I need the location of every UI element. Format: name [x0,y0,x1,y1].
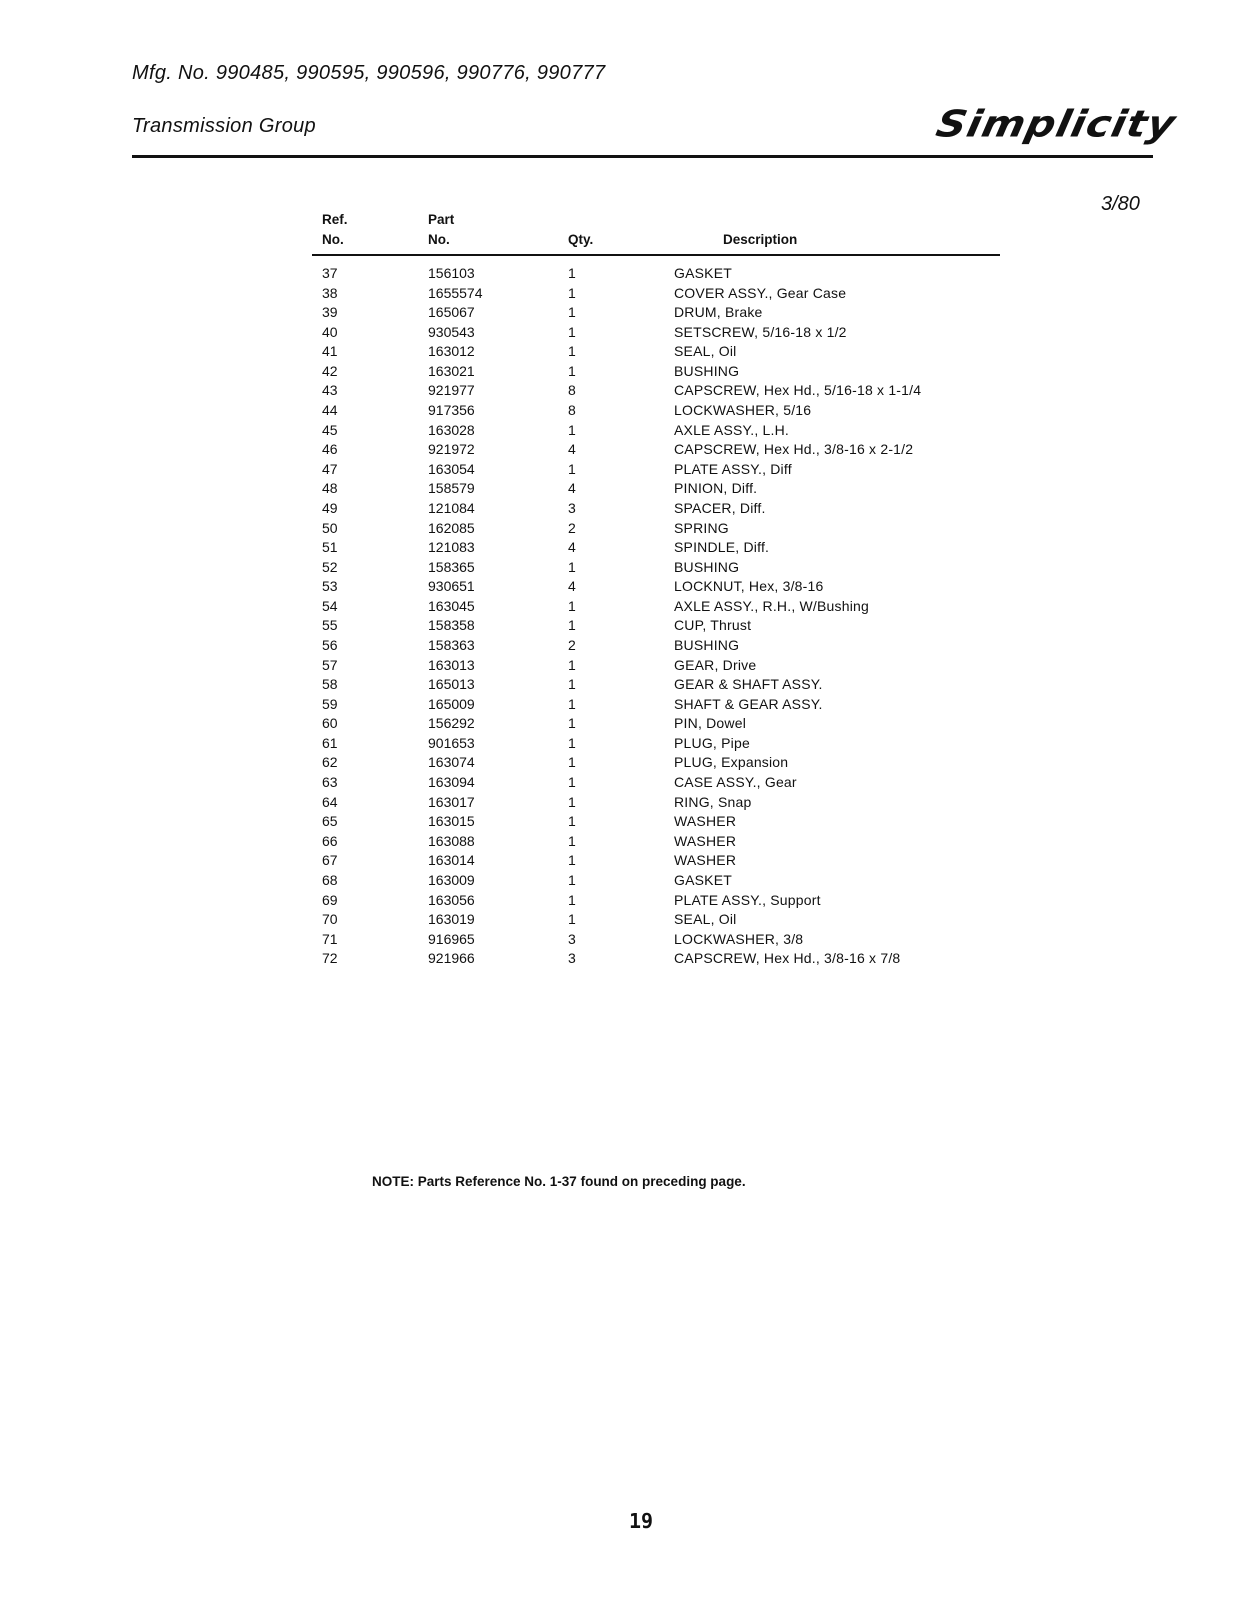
cell-description: GASKET [674,871,732,888]
cell-ref-no: 43 [322,382,338,399]
cell-ref-no: 38 [322,284,338,301]
cell-qty: 1 [568,323,576,340]
cell-description: DRUM, Brake [674,304,763,321]
cell-part-no: 921977 [428,382,475,399]
cell-description: COVER ASSY., Gear Case [674,284,847,301]
cell-part-no: 158363 [428,636,475,653]
cell-qty: 1 [568,813,576,830]
cell-ref-no: 54 [322,597,338,614]
table-row [312,832,1012,852]
cell-ref-no: 66 [322,832,338,849]
cell-part-no: 158358 [428,617,475,634]
cell-ref-no: 46 [322,441,338,458]
cell-description: SPACER, Diff. [674,499,766,516]
cell-description: BUSHING [674,362,740,379]
cell-qty: 1 [568,715,576,732]
table-row [312,558,1012,578]
cell-part-no: 158579 [428,480,475,497]
table-row [312,616,1012,636]
cell-ref-no: 42 [322,362,338,379]
col-header-part-line1: Part [428,212,455,227]
cell-part-no: 921966 [428,950,475,967]
cell-description: PLATE ASSY., Diff [674,460,792,477]
cell-description: PLUG, Expansion [674,754,789,771]
table-row [312,734,1012,754]
cell-part-no: 163017 [428,793,475,810]
cell-qty: 1 [568,734,576,751]
cell-description: AXLE ASSY., R.H., W/Bushing [674,597,870,614]
table-row [312,714,1012,734]
cell-ref-no: 47 [322,460,338,477]
cell-ref-no: 57 [322,656,338,673]
table-row [312,891,1012,911]
cell-description: WASHER [674,813,737,830]
table-row [312,675,1012,695]
table-row [312,440,1012,460]
cell-description: RING, Snap [674,793,752,810]
cell-part-no: 1655574 [428,284,483,301]
cell-qty: 1 [568,265,576,281]
table-row [312,793,1012,813]
cell-description: SETSCREW, 5/16-18 x 1/2 [674,323,847,340]
cell-part-no: 163021 [428,362,475,379]
col-header-part-line2: No. [428,232,450,247]
cell-part-no: 158365 [428,558,475,575]
cell-description: SHAFT & GEAR ASSY. [674,695,823,712]
cell-part-no: 921972 [428,441,475,458]
table-row [312,401,1012,421]
cell-qty: 1 [568,754,576,771]
table-row [312,460,1012,480]
mfg-numbers: Mfg. No. 990485, 990595, 990596, 990776, 990777 [132,62,606,84]
table-row [312,597,1012,617]
cell-qty: 1 [568,852,576,869]
cell-qty: 1 [568,871,576,888]
cell-description: SEAL, Oil [674,911,737,928]
cell-description: PLUG, Pipe [674,734,750,751]
cell-description: CAPSCREW, Hex Hd., 3/8-16 x 7/8 [674,950,901,967]
cell-description: GEAR, Drive [674,656,757,673]
cell-description: CUP, Thrust [674,617,752,634]
table-row [312,499,1012,519]
cell-qty: 1 [568,695,576,712]
cell-part-no: 163056 [428,891,475,908]
cell-description: BUSHING [674,558,740,575]
table-row [312,949,1012,969]
revision-date: 3/80 [1101,193,1140,215]
cell-qty: 1 [568,343,576,360]
cell-qty: 3 [568,930,576,947]
cell-qty: 1 [568,774,576,791]
table-row [312,362,1012,382]
cell-ref-no: 59 [322,695,338,712]
cell-description: AXLE ASSY., L.H. [674,421,790,438]
table-row [312,636,1012,656]
cell-qty: 1 [568,891,576,908]
cell-qty: 1 [568,284,576,301]
table-row [312,930,1012,950]
cell-qty: 1 [568,676,576,693]
cell-qty: 1 [568,597,576,614]
cell-part-no: 156103 [428,265,475,281]
cell-description: WASHER [674,852,737,869]
table-row [312,773,1012,793]
cell-ref-no: 53 [322,578,338,595]
cell-part-no: 165067 [428,304,475,321]
cell-ref-no: 37 [322,265,338,281]
table-row [312,812,1012,832]
cell-qty: 3 [568,499,576,516]
cell-description: LOCKWASHER, 3/8 [674,930,804,947]
cell-qty: 2 [568,519,576,536]
cell-description: GASKET [674,265,732,281]
cell-ref-no: 69 [322,891,338,908]
cell-part-no: 930543 [428,323,475,340]
cell-qty: 4 [568,441,576,458]
cell-part-no: 163045 [428,597,475,614]
header-rule [132,155,1153,158]
cell-ref-no: 64 [322,793,338,810]
col-header-ref-line2: No. [322,232,344,247]
cell-ref-no: 51 [322,539,338,556]
cell-ref-no: 72 [322,950,338,967]
cell-ref-no: 71 [322,930,338,947]
cell-ref-no: 56 [322,636,338,653]
cell-part-no: 901653 [428,734,475,751]
cell-ref-no: 67 [322,852,338,869]
cell-part-no: 917356 [428,402,475,419]
cell-part-no: 163054 [428,460,475,477]
cell-qty: 1 [568,304,576,321]
table-row [312,538,1012,558]
cell-qty: 1 [568,832,576,849]
cell-qty: 1 [568,558,576,575]
cell-part-no: 163074 [428,754,475,771]
cell-qty: 4 [568,578,576,595]
page-number: 19 [629,1509,654,1533]
cell-qty: 8 [568,402,576,419]
cell-ref-no: 68 [322,871,338,888]
cell-description: SPRING [674,519,729,536]
cell-part-no: 163013 [428,656,475,673]
cell-qty: 3 [568,950,576,967]
table-row [312,479,1012,499]
cell-part-no: 163094 [428,774,475,791]
cell-qty: 1 [568,911,576,928]
cell-part-no: 121084 [428,499,475,516]
cell-ref-no: 44 [322,402,338,419]
table-row [312,753,1012,773]
footnote: NOTE: Parts Reference No. 1-37 found on preceding page. [372,1174,746,1189]
cell-description: CAPSCREW, Hex Hd., 5/16-18 x 1-1/4 [674,382,922,399]
cell-description: BUSHING [674,636,740,653]
cell-ref-no: 50 [322,519,338,536]
cell-description: CAPSCREW, Hex Hd., 3/8-16 x 2-1/2 [674,441,914,458]
cell-qty: 4 [568,539,576,556]
cell-description: SPINDLE, Diff. [674,539,770,556]
cell-ref-no: 60 [322,715,338,732]
table-row [312,851,1012,871]
table-row [312,910,1012,930]
cell-qty: 1 [568,617,576,634]
col-header-part [428,210,454,250]
cell-part-no: 163088 [428,832,475,849]
cell-description: PLATE ASSY., Support [674,891,821,908]
table-row [312,284,1012,304]
group-title: Transmission Group [132,115,316,137]
cell-part-no: 163012 [428,343,475,360]
cell-part-no: 916965 [428,930,475,947]
parts-table [312,264,1012,969]
cell-part-no: 165009 [428,695,475,712]
cell-qty: 2 [568,636,576,653]
cell-ref-no: 48 [322,480,338,497]
table-row [312,264,1012,284]
cell-part-no: 163015 [428,813,475,830]
cell-ref-no: 58 [322,676,338,693]
cell-ref-no: 52 [322,558,338,575]
cell-ref-no: 49 [322,499,338,516]
cell-description: SEAL, Oil [674,343,737,360]
table-row [312,519,1012,539]
cell-qty: 1 [568,656,576,673]
table-row [312,381,1012,401]
table-row [312,342,1012,362]
cell-ref-no: 61 [322,734,338,751]
cell-ref-no: 55 [322,617,338,634]
cell-description: PINION, Diff. [674,480,758,497]
cell-description: PIN, Dowel [674,715,747,732]
cell-ref-no: 40 [322,323,338,340]
table-row [312,303,1012,323]
cell-ref-no: 39 [322,304,338,321]
cell-part-no: 163019 [428,911,475,928]
cell-ref-no: 65 [322,813,338,830]
col-header-qty: Qty. [568,232,594,247]
cell-ref-no: 63 [322,774,338,791]
header-underline [312,254,1000,256]
brand-logo: Simplicity [932,102,1181,146]
cell-description: GEAR & SHAFT ASSY. [674,676,823,693]
cell-part-no: 163028 [428,421,475,438]
cell-part-no: 163014 [428,852,475,869]
table-row [312,695,1012,715]
cell-part-no: 165013 [428,676,475,693]
cell-qty: 1 [568,362,576,379]
cell-description: CASE ASSY., Gear [674,774,797,791]
cell-part-no: 163009 [428,871,475,888]
col-header-description: Description [723,232,798,247]
cell-part-no: 162085 [428,519,475,536]
cell-description: LOCKNUT, Hex, 3/8-16 [674,578,824,595]
table-row [312,323,1012,343]
table-row [312,577,1012,597]
cell-description: WASHER [674,832,737,849]
cell-ref-no: 62 [322,754,338,771]
cell-part-no: 156292 [428,715,475,732]
col-header-ref [322,210,348,250]
cell-qty: 8 [568,382,576,399]
cell-description: LOCKWASHER, 5/16 [674,402,812,419]
cell-qty: 1 [568,793,576,810]
table-row [312,421,1012,441]
cell-ref-no: 70 [322,911,338,928]
cell-qty: 4 [568,480,576,497]
cell-qty: 1 [568,460,576,477]
table-row [312,656,1012,676]
cell-ref-no: 45 [322,421,338,438]
col-header-ref-line1: Ref. [322,212,348,227]
cell-part-no: 121083 [428,539,475,556]
cell-part-no: 930651 [428,578,475,595]
cell-ref-no: 41 [322,343,338,360]
table-row [312,871,1012,891]
cell-qty: 1 [568,421,576,438]
